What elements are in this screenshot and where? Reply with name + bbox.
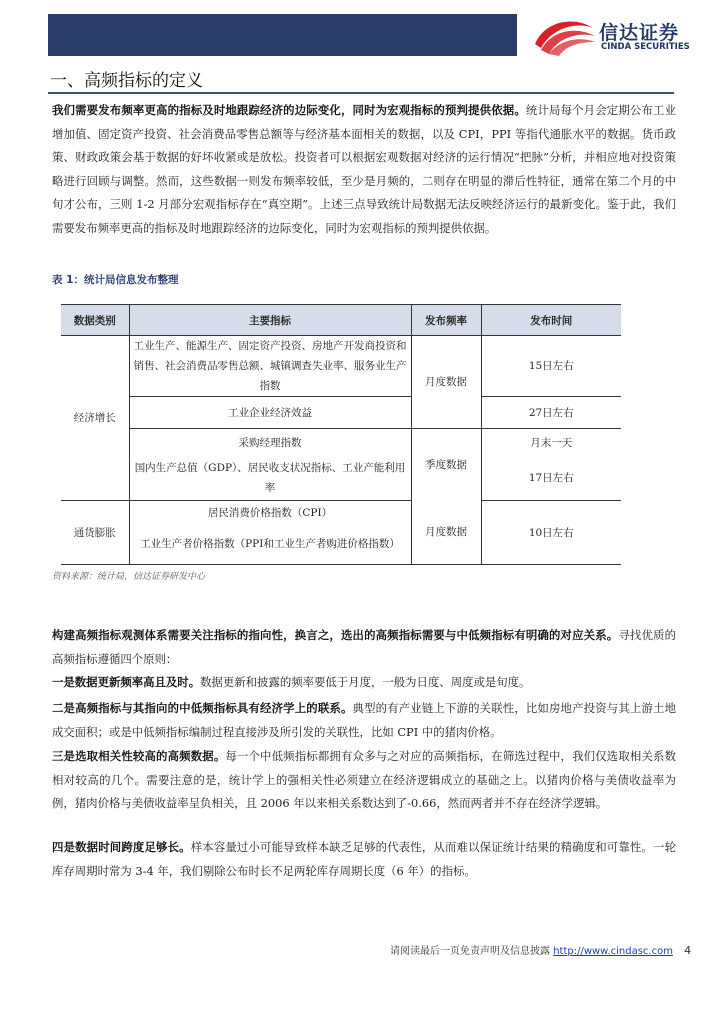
page-number: 4 [684,944,692,957]
header-main-indicators: 主要指标 [129,305,411,336]
source-note: 资料来源：统计局，信达证券研发中心 [52,572,206,582]
principles-bold-lead: 构建高频指标观测体系需要关注指标的指向性，换言之，选出的高频指标需要与中低频指标有明确的对应关系。 [52,628,619,642]
principles-intro-text: 寻找优质的高频指标遵循四个原则： [52,628,676,666]
principle-4-bold: 四是数据时间跨度足够长。 [52,840,191,854]
frequency-monthly-inflation: 月度数据 [411,501,481,565]
principles-intro-paragraph [52,624,676,671]
category-inflation: 通货膨胀 [61,501,129,565]
page-footer [390,942,691,957]
release-time-cell: 17日左右 [481,457,621,501]
table-row [61,501,621,525]
release-time-cell: 10日左右 [481,501,621,565]
table-row [61,429,621,457]
frequency-quarterly: 季度数据 [411,429,481,501]
header-release-frequency: 发布频率 [411,305,481,336]
intro-text: 统计局每个月会定期公布工业增加值、固定资产投资、社会消费品零售总额等与经济基本面相关的数据，以及 CPI，PPI 等指代通胀水平的数据。货币政策、财政政策会基于数据的好坏收紧或是放松。投资者可以根据宏观数据对经济的运行情况“把脉”分析，并相应地对投资策略进行回顾与调整。然而，这些数据一则发布频率较低，至少是月频的，二则存在明显的滞后性特征，通常在第二个月的中旬才公布，三则 1-2 月部分宏观指标存在“真空期”。上述三点导致统计局数据无法反映经济运行的最新变化。鉴于此，我们需要发布频率更高的指标及时地跟踪经济的边际变化，同时为宏观指标的预判提供依据。 [52,103,676,235]
frequency-monthly: 月度数据 [411,336,481,429]
table-row [61,397,621,429]
principle-3-text: 每一个中低频指标都拥有众多与之对应的高频指标，在筛选过程中，我们仅选取相关系数相对较高的几个。需要注意的是，统计学上的强相关性必须建立在经济逻辑成立的基础之上。以猪肉价格与美债收益率为例，猪肉价格与美债收益率呈负相关，且 2006 年以来相关系数达到了-0.66，然而两者并不存在经济学逻辑。 [52,749,676,810]
release-info-table [61,304,621,565]
indicator-cell: 工业企业经济效益 [129,397,411,429]
release-time-cell: 月末一天 [481,429,621,457]
indicator-cell: 采购经理指数 [129,429,411,457]
title-divider [48,92,674,94]
release-time-cell: 27日左右 [481,397,621,429]
table-caption: 表 1：统计局信息发布整理 [52,274,179,286]
table-header-row [61,305,621,336]
principle-2-bold: 二是高频指标与其指向的中低频指标具有经济学上的联系。 [52,701,353,715]
principle-1-bold: 一是数据更新频率高且及时。 [52,675,201,689]
principle-3-paragraph [52,745,676,816]
cinda-swoosh-icon [531,14,597,56]
table-row [61,457,621,501]
release-time-cell: 15日左右 [481,336,621,397]
logo-english-name: CINDA SECURITIES [601,42,690,52]
indicator-cell: 国内生产总值（GDP）、居民收支状况指标、工业产能利用率 [129,457,411,501]
footer-website-link[interactable]: http://www.cindasc.com [553,946,673,957]
principle-3-bold: 三是选取相关性较高的高频数据。 [52,749,226,763]
section-title: 一、高频指标的定义 [50,71,203,91]
header-band [48,14,517,56]
category-economic-growth: 经济增长 [61,336,129,501]
intro-bold-lead: 我们需要发布频率更高的指标及时地跟踪经济的边际变化，同时为宏观指标的预判提供依据。 [52,103,526,117]
intro-paragraph [52,99,676,240]
header-data-category: 数据类别 [61,305,129,336]
cinda-logo [531,14,707,56]
principle-1-paragraph [52,671,676,695]
table-row [61,336,621,397]
indicator-cell: 工业生产、能源生产、固定资产投资、房地产开发商投资和销售、社会消费品零售总额、城镇调查失业率、服务业生产指数 [129,336,411,397]
principle-4-text: 样本容量过小可能导致样本缺乏足够的代表性，从而难以保证统计结果的精确度和可靠性。一轮库存周期时常为 3-4 年，我们剔除公布时长不足两轮库存周期长度（6 年）的指标。 [52,840,676,878]
principle-2-text: 典型的有产业链上下游的关联性，比如房地产投资与其上游土地成交面积；或是中低频指标编制过程直接涉及所引发的关联性，比如 CPI 中的猪肉价格。 [52,701,676,739]
principle-1-text: 数据更新和披露的频率要低于月度，一般为日度、周度或是旬度。 [200,675,531,689]
logo-chinese-name: 信达证券 [599,22,680,44]
footer-disclaimer: 请阅读最后一页免责声明及信息披露 [390,946,550,957]
principle-4-paragraph [52,836,676,883]
principle-2-paragraph [52,697,676,744]
header-release-time: 发布时间 [481,305,621,336]
indicator-cell: 工业生产者价格指数（PPI和工业生产者购进价格指数） [129,525,411,565]
indicator-cell: 居民消费价格指数（CPI） [129,501,411,525]
